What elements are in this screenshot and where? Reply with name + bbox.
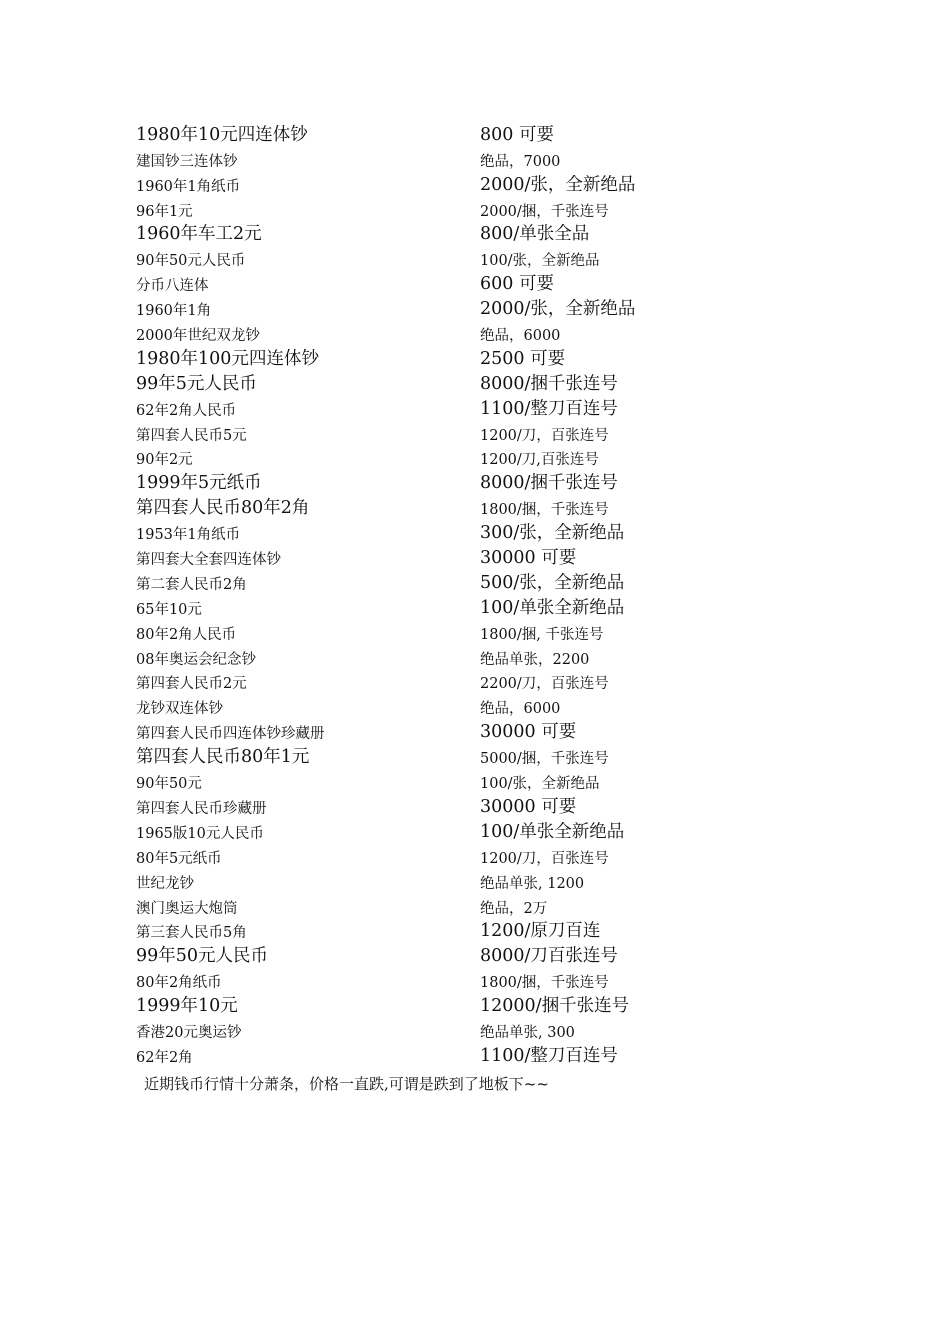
item-name: 1965版10元人民币 — [136, 825, 264, 842]
price-list — [136, 124, 696, 1070]
price-row — [136, 423, 696, 448]
item-price: 600 可要 — [480, 274, 554, 295]
item-price: 12000/捆千张连号 — [480, 996, 630, 1017]
item-name: 第四套人民币5元 — [136, 427, 247, 444]
item-name: 澳门奥运大炮筒 — [136, 900, 238, 917]
price-row — [136, 945, 696, 970]
item-name: 08年奥运会纪念钞 — [136, 651, 256, 668]
item-price: 2200/刀，百张连号 — [480, 676, 609, 693]
item-name: 2000年世纪双龙钞 — [136, 328, 260, 345]
item-name: 1960年车工2元 — [136, 224, 262, 245]
price-row — [136, 871, 696, 896]
price-row — [136, 174, 696, 199]
price-row — [136, 647, 696, 672]
item-name: 1980年10元四连体钞 — [136, 124, 308, 145]
item-price: 8000/捆千张连号 — [480, 473, 618, 494]
price-row — [136, 821, 696, 846]
price-row — [136, 771, 696, 796]
item-price: 2000/捆，千张连号 — [480, 203, 609, 220]
item-name: 90年50元人民币 — [136, 253, 246, 270]
item-price: 100/张，全新绝品 — [480, 253, 600, 270]
item-price: 绝品单张, 1200 — [480, 875, 585, 892]
item-price: 300/张，全新绝品 — [480, 523, 625, 544]
price-row — [136, 622, 696, 647]
item-name: 90年50元 — [136, 776, 202, 793]
item-price: 1100/整刀百连号 — [480, 398, 618, 419]
item-name: 80年2角人民币 — [136, 626, 237, 643]
item-name: 第三套人民币5角 — [136, 925, 247, 942]
price-row — [136, 248, 696, 273]
price-row — [136, 696, 696, 721]
item-price: 1200/原刀百连 — [480, 921, 601, 942]
item-name: 香港20元奥运钞 — [136, 1024, 242, 1041]
item-name: 65年10元 — [136, 601, 202, 618]
item-price: 绝品，6000 — [480, 701, 561, 718]
price-row — [136, 398, 696, 423]
item-name: 第四套人民币珍藏册 — [136, 800, 267, 817]
price-row — [136, 896, 696, 921]
price-row — [136, 124, 696, 149]
item-name: 第四套人民币2元 — [136, 676, 247, 693]
item-name: 62年2角人民币 — [136, 402, 237, 419]
price-row — [136, 746, 696, 771]
item-name: 80年5元纸币 — [136, 850, 222, 867]
item-name: 62年2角 — [136, 1049, 193, 1066]
footer-note: 近期钱币行情十分萧条，价格一直跌,可谓是跌到了地板下~~ — [144, 1075, 549, 1093]
item-name: 99年50元人民币 — [136, 946, 269, 967]
item-name: 1980年100元四连体钞 — [136, 348, 319, 369]
item-price: 绝品单张，2200 — [480, 651, 590, 668]
item-price: 1800/捆，千张连号 — [480, 502, 609, 519]
item-price: 1800/捆, 千张连号 — [480, 626, 604, 643]
item-price: 100/单张全新绝品 — [480, 821, 625, 842]
item-name: 96年1元 — [136, 203, 193, 220]
item-name: 1960年1角纸币 — [136, 178, 241, 195]
item-name: 第四套人民币80年1元 — [136, 747, 310, 768]
item-price: 1200/刀，百张连号 — [480, 427, 609, 444]
price-row — [136, 522, 696, 547]
item-price: 绝品，6000 — [480, 328, 561, 345]
item-price: 8000/捆千张连号 — [480, 373, 618, 394]
item-name: 1999年10元 — [136, 996, 238, 1017]
item-name: 建国钞三连体钞 — [136, 153, 238, 170]
item-price: 1800/捆，千张连号 — [480, 975, 609, 992]
price-row — [136, 672, 696, 697]
item-price: 绝品，7000 — [480, 153, 561, 170]
price-row — [136, 224, 696, 249]
item-price: 2000/张，全新绝品 — [480, 174, 636, 195]
item-name: 1999年5元纸币 — [136, 473, 262, 494]
item-name: 第四套人民币80年2角 — [136, 498, 310, 519]
item-price: 绝品，2万 — [480, 900, 548, 917]
item-name: 分币八连体 — [136, 278, 209, 295]
item-price: 100/单张全新绝品 — [480, 597, 625, 618]
item-name: 第二套人民币2角 — [136, 576, 247, 593]
price-row — [136, 846, 696, 871]
item-price: 1100/整刀百连号 — [480, 1045, 618, 1066]
item-name: 世纪龙钞 — [136, 875, 194, 892]
item-price: 500/张，全新绝品 — [480, 572, 625, 593]
item-price: 30000 可要 — [480, 548, 577, 569]
item-price: 1200/刀,百张连号 — [480, 452, 599, 469]
item-name: 1960年1角 — [136, 303, 212, 320]
item-name: 第四套大全套四连体钞 — [136, 552, 281, 569]
price-row — [136, 597, 696, 622]
item-name: 90年2元 — [136, 452, 193, 469]
item-name: 第四套人民币四连体钞珍藏册 — [136, 726, 325, 743]
item-price: 800/单张全品 — [480, 224, 590, 245]
item-price: 30000 可要 — [480, 722, 577, 743]
item-price: 8000/刀百张连号 — [480, 946, 618, 967]
item-name: 80年2角纸币 — [136, 975, 222, 992]
item-price: 1200/刀，百张连号 — [480, 850, 609, 867]
price-row — [136, 1045, 696, 1070]
item-price: 绝品单张, 300 — [480, 1024, 575, 1041]
price-row — [136, 995, 696, 1020]
item-price: 5000/捆，千张连号 — [480, 751, 609, 768]
item-price: 100/张，全新绝品 — [480, 776, 600, 793]
item-price: 2000/张，全新绝品 — [480, 299, 636, 320]
item-price: 2500 可要 — [480, 348, 566, 369]
item-price: 30000 可要 — [480, 796, 577, 817]
item-name: 1953年1角纸币 — [136, 527, 241, 544]
price-row — [136, 298, 696, 323]
item-price: 800 可要 — [480, 124, 554, 145]
item-name: 龙钞双连体钞 — [136, 701, 223, 718]
item-name: 99年5元人民币 — [136, 373, 257, 394]
